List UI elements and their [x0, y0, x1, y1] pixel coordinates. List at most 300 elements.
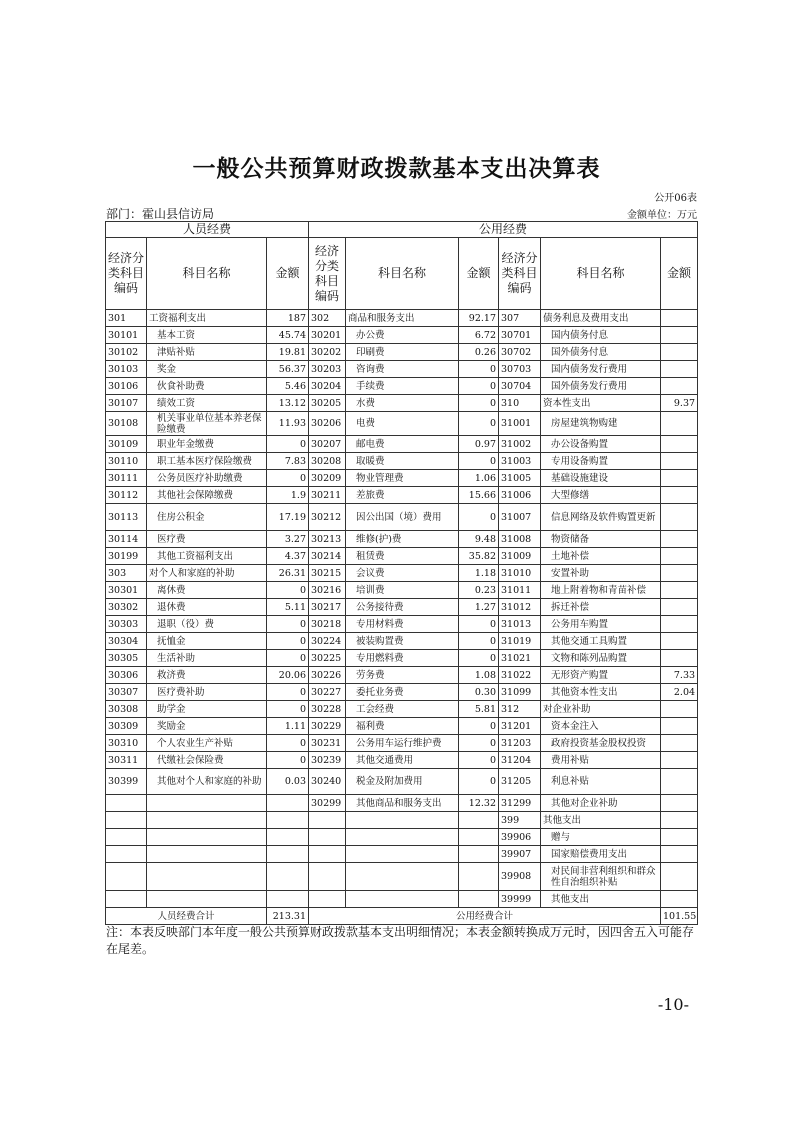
code-cell: 30231: [309, 735, 346, 752]
table-row: [106, 412, 698, 436]
amount-cell: 0: [459, 735, 499, 752]
amount-cell: 17.19: [267, 504, 309, 531]
name-cell: 手续费: [346, 378, 459, 395]
table-row: [106, 795, 698, 812]
name-cell: 物资储备: [541, 531, 661, 548]
code-cell: 30310: [106, 735, 147, 752]
name-cell: 差旅费: [346, 487, 459, 504]
group-personnel-header: 人员经费: [106, 222, 309, 238]
code-cell: 30307: [106, 684, 147, 701]
amount-cell: [661, 310, 698, 327]
amount-cell: 0.03: [267, 769, 309, 795]
name-cell: 物业管理费: [346, 470, 459, 487]
code-cell: 30704: [499, 378, 541, 395]
code-cell: 30114: [106, 531, 147, 548]
name-cell: 取暖费: [346, 453, 459, 470]
code-cell: 30199: [106, 548, 147, 565]
name-cell: 印刷费: [346, 344, 459, 361]
name-cell: 地上附着物和青苗补偿: [541, 582, 661, 599]
code-cell: 30203: [309, 361, 346, 378]
table-row: [106, 684, 698, 701]
amount-cell: 0: [267, 684, 309, 701]
code-cell: 30202: [309, 344, 346, 361]
amount-cell: 1.9: [267, 487, 309, 504]
amount-cell: 20.06: [267, 667, 309, 684]
code-cell: [106, 863, 147, 891]
code-cell: 30224: [309, 633, 346, 650]
table-row: [106, 582, 698, 599]
code-cell: [106, 846, 147, 863]
amount-cell: 35.82: [459, 548, 499, 565]
header-code: 经济分类科目编码: [106, 238, 147, 310]
name-cell: 职工基本医疗保险缴费: [147, 453, 267, 470]
code-cell: 31010: [499, 565, 541, 582]
name-cell: 公务接待费: [346, 599, 459, 616]
amount-cell: [661, 863, 698, 891]
code-cell: 31203: [499, 735, 541, 752]
name-cell: 培训费: [346, 582, 459, 599]
amount-cell: 0: [267, 633, 309, 650]
code-cell: 31002: [499, 436, 541, 453]
code-cell: 399: [499, 812, 541, 829]
page-number: -10-: [657, 995, 689, 1014]
amount-cell: [459, 812, 499, 829]
amount-cell: [267, 795, 309, 812]
code-cell: 30107: [106, 395, 147, 412]
name-cell: 咨询费: [346, 361, 459, 378]
name-cell: [147, 846, 267, 863]
code-cell: 30225: [309, 650, 346, 667]
amount-cell: [661, 599, 698, 616]
header-name: 科目名称: [541, 238, 661, 310]
amount-cell: 0: [459, 412, 499, 436]
amount-cell: [661, 752, 698, 769]
name-cell: 水费: [346, 395, 459, 412]
name-cell: 安置补助: [541, 565, 661, 582]
public-total-value: 101.55: [661, 908, 698, 925]
name-cell: 信息网络及软件购置更新: [541, 504, 661, 531]
amount-cell: 1.27: [459, 599, 499, 616]
code-cell: 31019: [499, 633, 541, 650]
table-row: [106, 395, 698, 412]
code-cell: 30216: [309, 582, 346, 599]
code-cell: [106, 795, 147, 812]
name-cell: 其他社会保障缴费: [147, 487, 267, 504]
name-cell: 其他商品和服务支出: [346, 795, 459, 812]
amount-cell: [661, 829, 698, 846]
name-cell: 医疗费: [147, 531, 267, 548]
amount-cell: 0: [267, 701, 309, 718]
name-cell: 国内债务发行费用: [541, 361, 661, 378]
code-cell: 30306: [106, 667, 147, 684]
amount-cell: 45.74: [267, 327, 309, 344]
amount-cell: 1.08: [459, 667, 499, 684]
name-cell: 邮电费: [346, 436, 459, 453]
code-cell: 31006: [499, 487, 541, 504]
name-cell: 专用燃料费: [346, 650, 459, 667]
name-cell: 基本工资: [147, 327, 267, 344]
amount-cell: 0: [459, 361, 499, 378]
amount-cell: [661, 487, 698, 504]
name-cell: [346, 812, 459, 829]
amount-cell: 5.81: [459, 701, 499, 718]
table-row: [106, 633, 698, 650]
header-code: 经济分类科目编码: [309, 238, 346, 310]
amount-cell: [661, 453, 698, 470]
code-cell: 30208: [309, 453, 346, 470]
amount-cell: 5.46: [267, 378, 309, 395]
code-cell: 30206: [309, 412, 346, 436]
code-cell: 30309: [106, 718, 147, 735]
code-cell: 30108: [106, 412, 147, 436]
code-cell: 30240: [309, 769, 346, 795]
amount-cell: 0: [459, 718, 499, 735]
amount-cell: 0: [459, 633, 499, 650]
table-row: [106, 504, 698, 531]
code-cell: 31011: [499, 582, 541, 599]
code-cell: 30299: [309, 795, 346, 812]
code-cell: 31022: [499, 667, 541, 684]
name-cell: [346, 891, 459, 908]
code-cell: 30211: [309, 487, 346, 504]
table-row: [106, 548, 698, 565]
amount-cell: 4.37: [267, 548, 309, 565]
name-cell: 其他工资福利支出: [147, 548, 267, 565]
amount-cell: [459, 846, 499, 863]
name-cell: 办公设备购置: [541, 436, 661, 453]
amount-cell: 7.33: [661, 667, 698, 684]
code-cell: 30215: [309, 565, 346, 582]
table-row: [106, 327, 698, 344]
code-cell: 30111: [106, 470, 147, 487]
code-cell: 30112: [106, 487, 147, 504]
amount-cell: [661, 565, 698, 582]
table-row: [106, 701, 698, 718]
code-cell: 39999: [499, 891, 541, 908]
page-title: 一般公共预算财政拨款基本支出决算表: [192, 156, 601, 182]
name-cell: [147, 891, 267, 908]
amount-cell: 7.83: [267, 453, 309, 470]
amount-cell: 0.30: [459, 684, 499, 701]
amount-cell: 9.37: [661, 395, 698, 412]
name-cell: 其他支出: [541, 891, 661, 908]
amount-cell: 5.11: [267, 599, 309, 616]
table-row: [106, 310, 698, 327]
table-row: [106, 829, 698, 846]
name-cell: 政府投资基金股权投资: [541, 735, 661, 752]
group-public-header: 公用经费: [309, 222, 698, 238]
name-cell: 国外债务发行费用: [541, 378, 661, 395]
name-cell: 离休费: [147, 582, 267, 599]
code-cell: 30212: [309, 504, 346, 531]
name-cell: 税金及附加费用: [346, 769, 459, 795]
code-cell: 31001: [499, 412, 541, 436]
name-cell: 劳务费: [346, 667, 459, 684]
amount-cell: [661, 633, 698, 650]
amount-cell: 92.17: [459, 310, 499, 327]
amount-cell: 0: [459, 650, 499, 667]
name-cell: 其他对个人和家庭的补助: [147, 769, 267, 795]
amount-cell: [267, 891, 309, 908]
amount-cell: 1.11: [267, 718, 309, 735]
name-cell: 国家赔偿费用支出: [541, 846, 661, 863]
name-cell: 商品和服务支出: [346, 310, 459, 327]
name-cell: 费用补贴: [541, 752, 661, 769]
name-cell: 其他交通工具购置: [541, 633, 661, 650]
amount-cell: 15.66: [459, 487, 499, 504]
group-header-row: [106, 222, 698, 238]
amount-cell: 0: [267, 582, 309, 599]
amount-cell: [661, 344, 698, 361]
code-cell: [106, 829, 147, 846]
code-cell: 31299: [499, 795, 541, 812]
name-cell: 公务用车购置: [541, 616, 661, 633]
amount-cell: [661, 412, 698, 436]
code-cell: [309, 846, 346, 863]
amount-cell: [459, 891, 499, 908]
code-cell: 30103: [106, 361, 147, 378]
code-cell: 31021: [499, 650, 541, 667]
name-cell: 无形资产购置: [541, 667, 661, 684]
code-cell: 310: [499, 395, 541, 412]
name-cell: 其他支出: [541, 812, 661, 829]
amount-cell: 0: [459, 769, 499, 795]
code-cell: 30308: [106, 701, 147, 718]
table-row: [106, 599, 698, 616]
amount-cell: 187: [267, 310, 309, 327]
table-row: [106, 344, 698, 361]
name-cell: 其他资本性支出: [541, 684, 661, 701]
amount-cell: 0.23: [459, 582, 499, 599]
amount-cell: [661, 735, 698, 752]
amount-cell: 0: [267, 470, 309, 487]
table-row: [106, 752, 698, 769]
amount-cell: [267, 829, 309, 846]
name-cell: [147, 795, 267, 812]
amount-cell: 3.27: [267, 531, 309, 548]
amount-cell: [661, 650, 698, 667]
code-cell: 30311: [106, 752, 147, 769]
amount-cell: [661, 548, 698, 565]
name-cell: 其他对企业补助: [541, 795, 661, 812]
name-cell: 拆迁补偿: [541, 599, 661, 616]
amount-cell: [459, 829, 499, 846]
personnel-total-label: 人员经费合计: [106, 908, 267, 925]
name-cell: 个人农业生产补贴: [147, 735, 267, 752]
code-cell: 30217: [309, 599, 346, 616]
name-cell: 因公出国（境）费用: [346, 504, 459, 531]
table-row: [106, 436, 698, 453]
name-cell: [346, 829, 459, 846]
name-cell: 救济费: [147, 667, 267, 684]
name-cell: 债务利息及费用支出: [541, 310, 661, 327]
amount-cell: 0: [459, 616, 499, 633]
table-row: [106, 891, 698, 908]
code-cell: 30399: [106, 769, 147, 795]
code-cell: 31201: [499, 718, 541, 735]
amount-cell: [661, 582, 698, 599]
name-cell: 对企业补助: [541, 701, 661, 718]
totals-row: [106, 908, 698, 925]
name-cell: 国内债务付息: [541, 327, 661, 344]
code-cell: 30201: [309, 327, 346, 344]
amount-cell: [267, 812, 309, 829]
name-cell: 专用材料费: [346, 616, 459, 633]
table-row: [106, 812, 698, 829]
code-cell: 30205: [309, 395, 346, 412]
code-cell: 301: [106, 310, 147, 327]
amount-cell: 1.06: [459, 470, 499, 487]
table-row: [106, 718, 698, 735]
code-cell: [309, 829, 346, 846]
table-row: [106, 453, 698, 470]
code-cell: 39908: [499, 863, 541, 891]
amount-cell: 0.26: [459, 344, 499, 361]
code-cell: 30218: [309, 616, 346, 633]
name-cell: 租赁费: [346, 548, 459, 565]
amount-cell: [661, 891, 698, 908]
code-cell: [106, 812, 147, 829]
code-cell: 31008: [499, 531, 541, 548]
amount-cell: 0: [459, 395, 499, 412]
name-cell: 津贴补贴: [147, 344, 267, 361]
table-row: [106, 531, 698, 548]
name-cell: 伙食补助费: [147, 378, 267, 395]
amount-cell: 0: [459, 378, 499, 395]
name-cell: 被装购置费: [346, 633, 459, 650]
amount-cell: [661, 718, 698, 735]
table-row: [106, 565, 698, 582]
code-cell: 39906: [499, 829, 541, 846]
code-cell: 31012: [499, 599, 541, 616]
name-cell: 代缴社会保险费: [147, 752, 267, 769]
name-cell: [147, 829, 267, 846]
code-cell: 30226: [309, 667, 346, 684]
code-cell: 39907: [499, 846, 541, 863]
code-cell: 30214: [309, 548, 346, 565]
amount-cell: 6.72: [459, 327, 499, 344]
expenditure-table: [105, 221, 698, 925]
amount-cell: [661, 531, 698, 548]
code-cell: 30227: [309, 684, 346, 701]
code-cell: 302: [309, 310, 346, 327]
table-row: [106, 863, 698, 891]
name-cell: 绩效工资: [147, 395, 267, 412]
code-cell: 31003: [499, 453, 541, 470]
amount-cell: [661, 504, 698, 531]
code-cell: [309, 863, 346, 891]
code-cell: 30228: [309, 701, 346, 718]
amount-cell: [267, 846, 309, 863]
amount-cell: [267, 863, 309, 891]
code-cell: 30303: [106, 616, 147, 633]
column-header-row: [106, 238, 698, 310]
name-cell: 工资福利支出: [147, 310, 267, 327]
code-cell: [309, 891, 346, 908]
amount-cell: [661, 616, 698, 633]
amount-cell: [661, 327, 698, 344]
amount-cell: 0.97: [459, 436, 499, 453]
code-cell: 30106: [106, 378, 147, 395]
amount-cell: [661, 846, 698, 863]
table-row: [106, 616, 698, 633]
name-cell: 职业年金缴费: [147, 436, 267, 453]
amount-cell: 56.37: [267, 361, 309, 378]
name-cell: 利息补贴: [541, 769, 661, 795]
amount-unit-label: 金额单位：万元: [627, 210, 697, 221]
amount-cell: 0: [459, 504, 499, 531]
name-cell: 公务员医疗补助缴费: [147, 470, 267, 487]
amount-cell: 0: [267, 436, 309, 453]
table-row: [106, 650, 698, 667]
code-cell: 31205: [499, 769, 541, 795]
amount-cell: 1.18: [459, 565, 499, 582]
amount-cell: 9.48: [459, 531, 499, 548]
code-cell: 312: [499, 701, 541, 718]
name-cell: 资本性支出: [541, 395, 661, 412]
amount-cell: 0: [267, 752, 309, 769]
code-cell: 31007: [499, 504, 541, 531]
code-cell: 307: [499, 310, 541, 327]
table-row: [106, 361, 698, 378]
name-cell: 退职（役）费: [147, 616, 267, 633]
amount-cell: 2.04: [661, 684, 698, 701]
amount-cell: [459, 863, 499, 891]
name-cell: [346, 863, 459, 891]
name-cell: [147, 812, 267, 829]
code-cell: 30110: [106, 453, 147, 470]
name-cell: 公务用车运行维护费: [346, 735, 459, 752]
table-row: [106, 846, 698, 863]
department-label: 部门：霍山县信访局: [106, 207, 215, 221]
code-cell: 30703: [499, 361, 541, 378]
amount-cell: [661, 812, 698, 829]
code-cell: 30702: [499, 344, 541, 361]
code-cell: 30305: [106, 650, 147, 667]
header-code: 经济分类科目编码: [499, 238, 541, 310]
amount-cell: 0: [459, 453, 499, 470]
name-cell: 赠与: [541, 829, 661, 846]
form-number: 公开06表: [654, 193, 697, 204]
amount-cell: [661, 378, 698, 395]
name-cell: 文物和陈列品购置: [541, 650, 661, 667]
code-cell: 30239: [309, 752, 346, 769]
name-cell: 工会经费: [346, 701, 459, 718]
code-cell: 31204: [499, 752, 541, 769]
table-row: [106, 769, 698, 795]
name-cell: 住房公积金: [147, 504, 267, 531]
amount-cell: [661, 701, 698, 718]
code-cell: 31009: [499, 548, 541, 565]
amount-cell: 13.12: [267, 395, 309, 412]
name-cell: 其他交通费用: [346, 752, 459, 769]
personnel-total-value: 213.31: [267, 908, 309, 925]
code-cell: [309, 812, 346, 829]
name-cell: 奖金: [147, 361, 267, 378]
code-cell: 31099: [499, 684, 541, 701]
name-cell: 委托业务费: [346, 684, 459, 701]
table-row: [106, 487, 698, 504]
code-cell: 30209: [309, 470, 346, 487]
name-cell: 生活补助: [147, 650, 267, 667]
name-cell: 土地补偿: [541, 548, 661, 565]
amount-cell: 0: [459, 752, 499, 769]
amount-cell: [661, 795, 698, 812]
name-cell: 专用设备购置: [541, 453, 661, 470]
header-name: 科目名称: [147, 238, 267, 310]
code-cell: 30701: [499, 327, 541, 344]
code-cell: 31005: [499, 470, 541, 487]
